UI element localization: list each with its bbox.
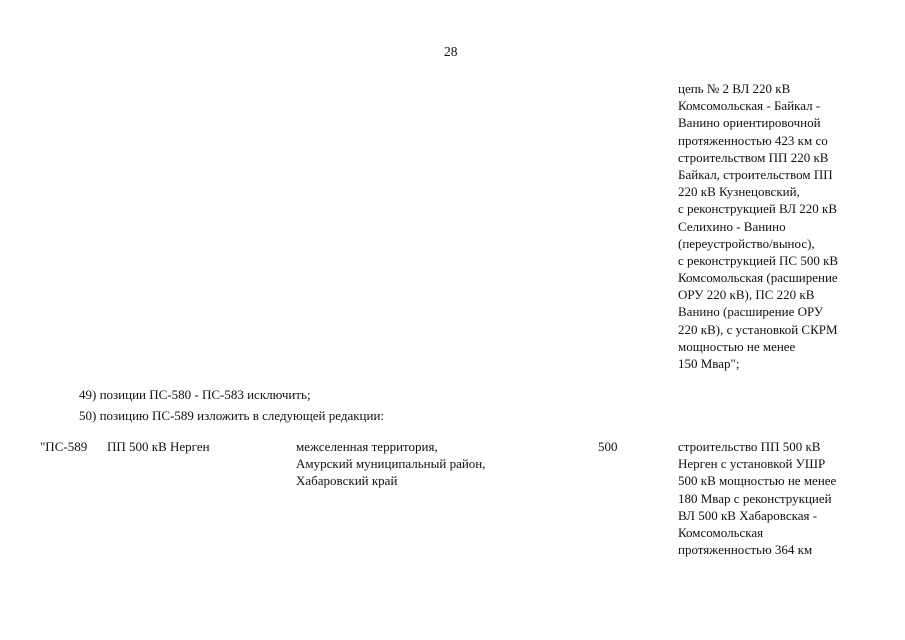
continuation-line: с реконструкцией ВЛ 220 кВ [678,201,838,217]
description-line: Комсомольская [678,524,764,540]
continuation-line: Ванино ориентировочной [678,115,821,131]
continuation-line: протяженностью 423 км со [678,132,828,148]
continuation-text [678,80,838,372]
location-line: Амурский муниципальный район, [296,456,486,472]
row-description [678,438,836,558]
description-line: протяженностью 364 км [678,542,813,558]
instruction-49: 49) позиции ПС-580 - ПС-583 исключить; [79,387,311,402]
location-line: межселенная территория, [296,439,438,454]
continuation-line: 150 Мвар"; [678,356,740,371]
continuation-line: Комсомольская (расширение [678,270,838,286]
row-location [296,438,486,490]
continuation-line: Ванино (расширение ОРУ [678,304,824,320]
continuation-line: цепь № 2 ВЛ 220 кВ [678,81,791,96]
description-line: 500 кВ мощностью не менее [678,473,837,489]
description-line: Нерген с установкой УШР [678,456,826,472]
location-line: Хабаровский край [296,473,398,489]
continuation-line: Комсомольская - Байкал - [678,98,821,114]
continuation-line: 220 кВ Кузнецовский, [678,184,800,200]
description-line: 180 Мвар с реконструкцией [678,490,832,506]
continuation-line: строительством ПП 220 кВ [678,149,829,165]
description-line: строительство ПП 500 кВ [678,439,821,454]
continuation-line: Байкал, строительством ПП [678,166,833,182]
continuation-line: (переустройство/вынос), [678,235,815,251]
description-line: ВЛ 500 кВ Хабаровская - [678,507,818,523]
continuation-line: Селихино - Ванино [678,218,786,234]
continuation-line: 220 кВ), с установкой СКРМ [678,321,838,337]
row-name: ПП 500 кВ Нерген [107,439,210,454]
continuation-line: ОРУ 220 кВ), ПС 220 кВ [678,287,815,303]
row-code: "ПС-589 [40,439,88,454]
continuation-line: с реконструкцией ПС 500 кВ [678,252,839,268]
page-number: 28 [444,44,458,59]
instruction-50: 50) позицию ПС-589 изложить в следующей редакции: [79,408,385,423]
row-voltage: 500 [598,439,618,454]
continuation-line: мощностью не менее [678,338,796,354]
